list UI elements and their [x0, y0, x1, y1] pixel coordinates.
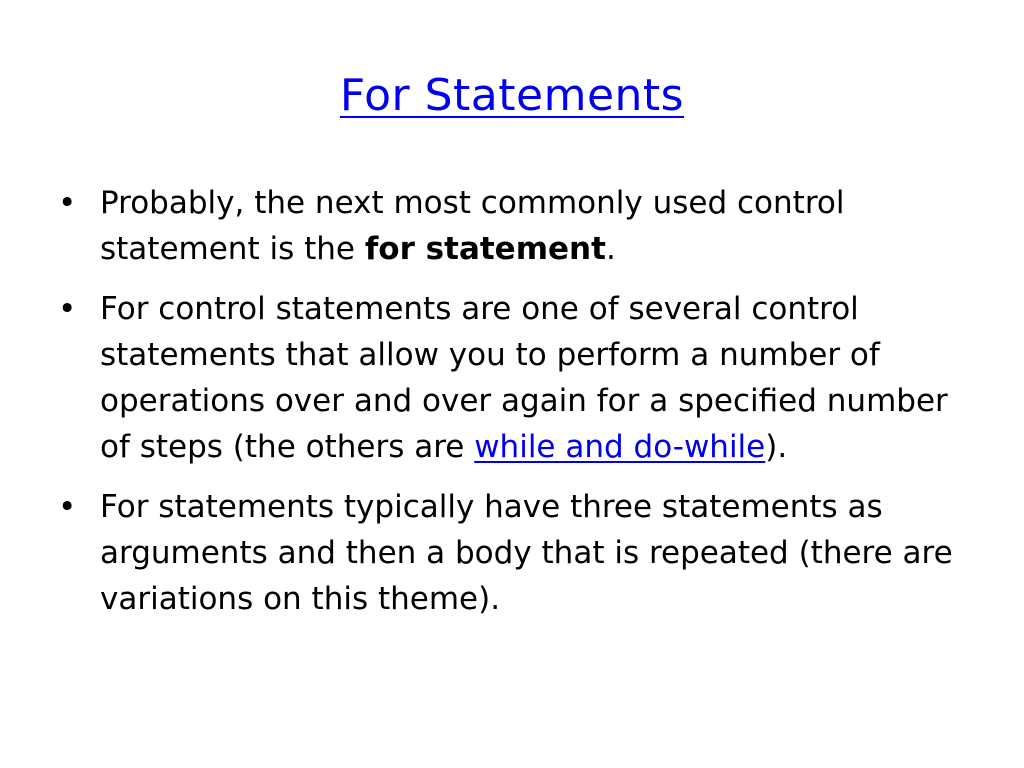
bullet-item [58, 484, 968, 622]
bullet-item [58, 180, 968, 272]
bullet-text-end: ). [765, 429, 788, 465]
while-do-while-link[interactable]: while and do-while [474, 429, 766, 465]
bullet-icon: • [58, 291, 77, 327]
slide-title[interactable]: For Statements [339, 70, 685, 121]
bullet-icon: • [58, 489, 77, 525]
bullet-icon: • [58, 185, 77, 221]
bold-term: for statement [364, 231, 606, 267]
bullet-text: For statements typically have three statements as arguments and then a body that is repeated (there are variations on this theme). [100, 489, 953, 617]
bullet-list [58, 180, 968, 636]
bullet-text: For control statements are one of several control statements that allow you to perform a number of operations over and over again for a specified number of steps (the others are [100, 291, 948, 465]
bullet-text-end: . [605, 231, 616, 267]
bullet-item [58, 286, 968, 470]
bullet-text: Probably, the next most commonly used control statement is the [100, 185, 845, 267]
title-container [0, 66, 1024, 126]
